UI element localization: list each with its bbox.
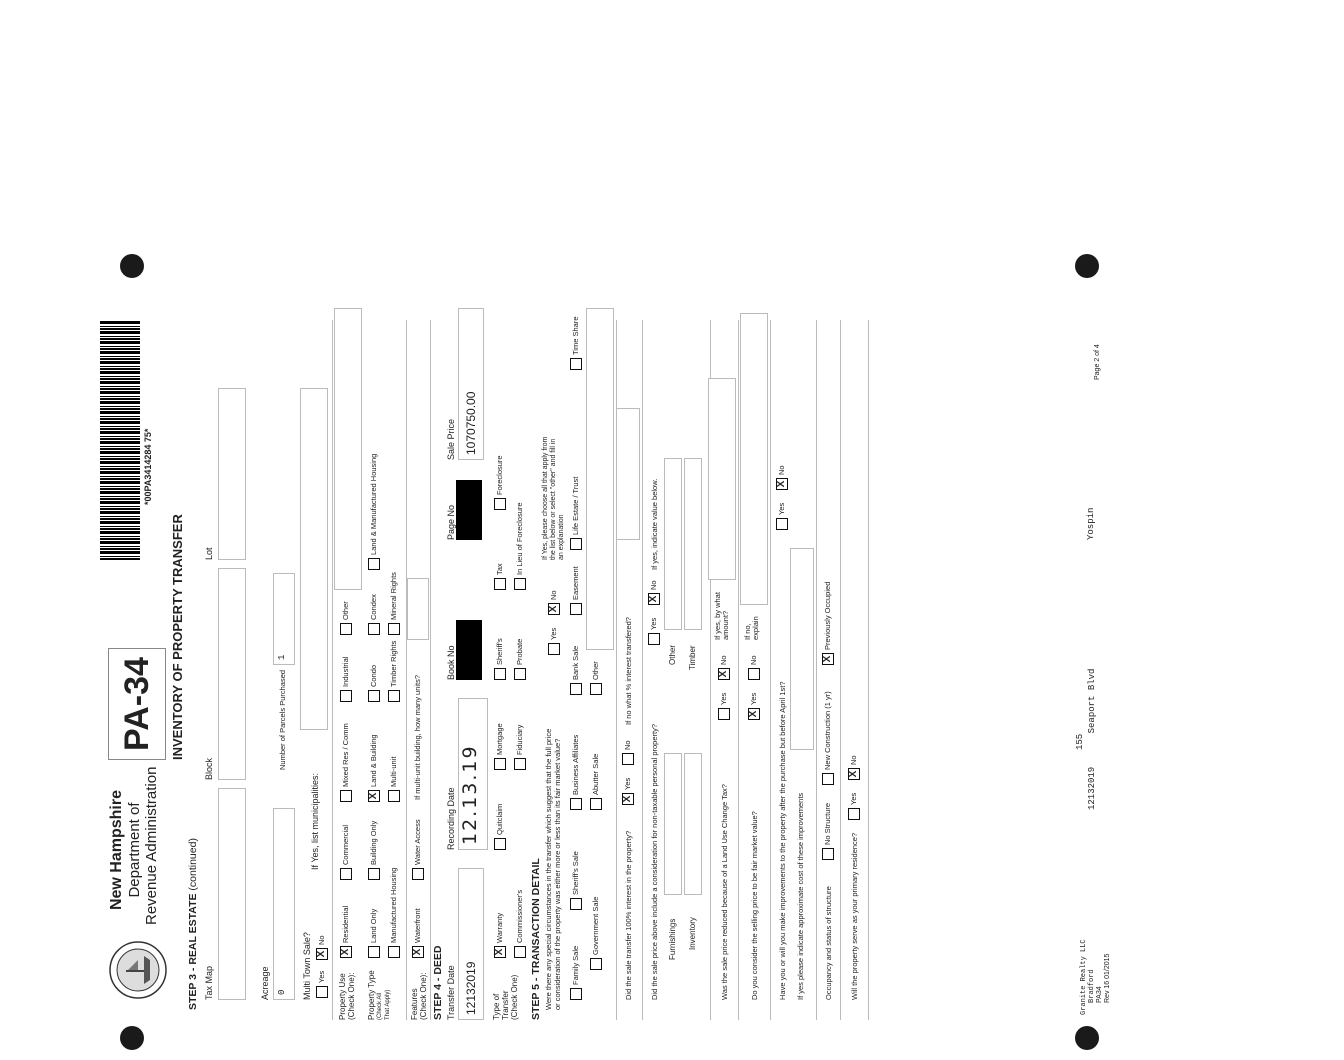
manufactured-housing-checkbox[interactable] (388, 946, 400, 958)
business-affiliates-checkbox[interactable] (570, 798, 582, 810)
inventory-field[interactable] (684, 753, 702, 895)
punch-hole-icon (120, 254, 144, 278)
department-name: New Hampshire Department of Revenue Administration (108, 766, 160, 925)
footer-name: Yospin (1086, 507, 1096, 540)
personal-property-question: Did the sale price above include a consideration for non-taxable personal property? (650, 723, 659, 1000)
timber-label: Timber (688, 645, 697, 670)
book-no-label: Book No (446, 645, 456, 680)
residential-checkbox[interactable]: X (340, 946, 352, 958)
inventory-label: Inventory (688, 917, 697, 950)
time-share-checkbox[interactable] (570, 358, 582, 370)
step4-heading: STEP 4 - DEED (432, 945, 444, 1020)
page-no-label: Page No (446, 504, 456, 540)
municipalities-field[interactable] (300, 388, 328, 730)
page-number: Page 2 of 4 (1094, 344, 1101, 380)
acreage-label: Acreage (260, 966, 270, 1000)
form-code: PA-34 (118, 657, 156, 751)
barcode (100, 320, 140, 560)
lot-field[interactable] (218, 388, 246, 560)
transfer-date-label: Transfer Date (446, 965, 456, 1020)
personal-no-checkbox[interactable]: X (648, 593, 660, 605)
timber-rights-checkbox[interactable] (388, 690, 400, 702)
fair-explain-label: If no, explain (743, 616, 760, 640)
furnishings-label: Furnishings (668, 918, 677, 960)
tax-checkbox[interactable] (494, 578, 506, 590)
multi-town-no-checkbox[interactable]: X (316, 948, 328, 960)
block-field[interactable] (218, 568, 246, 780)
industrial-checkbox[interactable] (340, 690, 352, 702)
primary-no-checkbox[interactable]: X (848, 768, 860, 780)
land-only-checkbox[interactable] (368, 946, 380, 958)
land-use-no-checkbox[interactable]: X (718, 668, 730, 680)
family-sale-checkbox[interactable] (570, 988, 582, 1000)
municipalities-label: If Yes, list municipalities: (310, 772, 320, 870)
government-sale-checkbox[interactable] (590, 958, 602, 970)
acreage-field[interactable]: 0 (273, 808, 295, 1000)
punch-hole-icon (120, 1026, 144, 1050)
multi-town-label: Multi Town Sale? (302, 932, 312, 1000)
improvements-cost-field[interactable] (790, 548, 814, 750)
footer-center: 155 12132019 Seaport Blvd (1075, 668, 1097, 810)
mortgage-checkbox[interactable] (494, 758, 506, 770)
personal-yes-checkbox[interactable] (648, 633, 660, 645)
primary-yes-checkbox[interactable] (848, 808, 860, 820)
recording-date-label: Recording Date (446, 787, 456, 850)
fair-market-question: Do you consider the selling price to be fair market value? (750, 811, 759, 1000)
barcode-text: *00PA3414284 75* (143, 428, 153, 505)
property-use-label: Property Use (Check One): (338, 972, 356, 1020)
fair-yes-checkbox[interactable]: X (748, 708, 760, 720)
fair-explain-field[interactable] (740, 313, 768, 605)
special-no-checkbox[interactable]: X (548, 603, 560, 615)
sheriffs-checkbox[interactable] (494, 668, 506, 680)
land-use-amount-field[interactable] (708, 378, 736, 580)
redaction-bar (456, 480, 482, 540)
features-label: Features (Check One): (410, 972, 428, 1020)
foreclosure-checkbox[interactable] (494, 498, 506, 510)
waterfront-checkbox[interactable]: X (412, 946, 424, 958)
fiduciary-checkbox[interactable] (514, 758, 526, 770)
land-use-question: Was the sale price reduced because of a Land Use Change Tax? (720, 784, 729, 1000)
tax-map-label: Tax Map (204, 965, 214, 1000)
primary-residence-question: Will the property serve as your primary residence? (850, 832, 859, 1000)
other-use-field[interactable] (334, 308, 362, 590)
fair-no-checkbox[interactable] (748, 668, 760, 680)
recording-date-field[interactable]: 12.13.19 (458, 698, 488, 850)
probate-checkbox[interactable] (514, 668, 526, 680)
building-only-checkbox[interactable] (368, 868, 380, 880)
land-use-yes-checkbox[interactable] (718, 708, 730, 720)
other-use-checkbox[interactable] (340, 623, 352, 635)
condo-checkbox[interactable] (368, 690, 380, 702)
improve-yes-checkbox[interactable] (776, 518, 788, 530)
parcels-label: Number of Parcels Purchased (278, 669, 287, 770)
form-code-box (108, 648, 166, 760)
land-use-amount-question: If yes, by what amount? (713, 592, 730, 640)
form-title: INVENTORY OF PROPERTY TRANSFER (170, 514, 185, 760)
water-access-checkbox[interactable] (412, 868, 424, 880)
no-structure-checkbox[interactable] (822, 848, 834, 860)
step3-heading: STEP 3 - REAL ESTATE (continued) (187, 838, 199, 1010)
mineral-rights-checkbox[interactable] (388, 623, 400, 635)
redaction-bar (456, 620, 482, 680)
transfer-date-field[interactable]: 12132019 (458, 868, 484, 1020)
punch-hole-icon (1075, 1026, 1099, 1050)
land-manufactured-checkbox[interactable] (368, 558, 380, 570)
type-of-transfer-label: Type of Transfer (Check One) (492, 974, 519, 1020)
sale-price-field[interactable]: 1070750.00 (458, 308, 484, 460)
multi-unit-checkbox[interactable] (388, 790, 400, 802)
life-estate-checkbox[interactable] (570, 538, 582, 550)
tax-map-field[interactable] (218, 788, 246, 1000)
multi-town-yes-checkbox[interactable] (316, 986, 328, 998)
property-type-label: Property Type (Check All That Apply) (367, 970, 391, 1020)
interest-percent-question: If no what % interest transfered? (624, 617, 633, 725)
occupancy-label: Occupancy and status of structure (824, 886, 833, 1000)
improve-no-checkbox[interactable]: X (776, 478, 788, 490)
parcels-field[interactable]: 1 (273, 573, 295, 665)
interest-percent-field[interactable] (616, 408, 640, 540)
improvements-cost-label: If yes please indicate approximate cost of these improvements (796, 792, 805, 1000)
previously-occupied-checkbox[interactable]: X (822, 653, 834, 665)
multi-unit-question: If multi-unit building, how many units? (413, 674, 422, 800)
mixed-res-checkbox[interactable] (340, 790, 352, 802)
other-property-field[interactable] (664, 458, 682, 630)
special-yes-checkbox[interactable] (548, 643, 560, 655)
punch-hole-icon (1075, 254, 1099, 278)
bank-sale-checkbox[interactable] (570, 683, 582, 695)
sale-price-label: Sale Price (446, 418, 456, 460)
interest-yes-checkbox[interactable]: X (622, 793, 634, 805)
form-page: New Hampshire Department of Revenue Administration PA-34 *00PA3414284 75* INVENTORY OF PROPERTY TRANSFER STEP 3 - REAL ESTATE (continued) Tax Map Block Lot Acreage 0 Number of Parcels Purchased 1 Multi Town Sale? Yes X No If Yes, list municipalities: Property Use (Check One): X Residential Commercial Mixed Res / Comm Industrial Other Property Type (Check All That Apply) Land Only Building Only X Land & Building Condo Condex Land & Manufactured Housing Manufactured Housing Multi-unit Timber Rights Mineral Rights Features (Check One): X Waterfront Water Access If multi-unit building, how many units? STEP 4 - DEED Transfer Date 12132019 Recording Date 12.13.19 Book No Page No Sale Price 1070750.00 Type of Transfer (Check One) X Warranty Quitclaim Mortgage Sheriff's Tax Foreclosure Commissioner's Fiduciary Probate In Lieu of Foreclosure STEP 5 - TRANSACTION DETAIL Were there any special circumstances in the transfer which suggest that the full price or consideration of the property was either more or less than its fair market value? Yes X No If Yes, please choose all that apply from the list below or select "other" and fill in an explanation Family Sale Sheriff's Sale Business Affiliates Bank Sale Easement Life Estate / Trust Time Share Government Sale Abutter Sale Other Did the sale transfer 100% interest in the property? X Yes No If no what % interest transfered? Did the sale price above include a consideration for non-taxable personal property? Yes X No If yes, indicate value below. Furnishings Inventory Other Timber Was the sale price reduced because of a Land Use Change Tax? Yes X No If yes, by what amount? Do you consider the selling price to be fair market value? X Yes No If no, explain Have you or will you make improvements to the property after the purchase but before April 1st? Yes X No If yes please indicate approximate cost of these improvements Occupancy and status of structure No Structure New Construction (1 yr) X Previously Occupied Will the property serve as your primary residence? Yes X No Granite Realty LLC Bradford PA34 Rev 16 01/2015 155 12132019 Seaport Blvd Yospin Page 2 of 4 (70, 244, 1130, 1060)
improvements-question: Have you or will you make improvements to the property after the purchase but before April 1st? (778, 681, 787, 1000)
block-label: Block (204, 757, 214, 780)
furnishings-field[interactable] (664, 753, 682, 895)
personal-value-instruction: If yes, indicate value below. (650, 478, 659, 570)
abutter-sale-checkbox[interactable] (590, 798, 602, 810)
condex-checkbox[interactable] (368, 623, 380, 635)
special-yes-instruction: If Yes, please choose all that apply from the list below or select "other" and fill in an explanation (542, 436, 565, 560)
lieu-of-foreclosure-checkbox[interactable] (514, 578, 526, 590)
warranty-checkbox[interactable]: X (494, 946, 506, 958)
sheriffs-sale-checkbox[interactable] (570, 898, 582, 910)
multi-unit-count-field[interactable] (407, 578, 429, 640)
other-circumstance-checkbox[interactable] (590, 683, 602, 695)
footer-left: Granite Realty LLC Bradford PA34 Rev 16 01/2015 (1080, 939, 1111, 1015)
full-interest-question: Did the sale transfer 100% interest in the property? (624, 830, 633, 1000)
quitclaim-checkbox[interactable] (494, 838, 506, 850)
state-seal-icon (108, 940, 168, 1000)
other-circumstance-field[interactable] (586, 308, 614, 650)
commissioners-checkbox[interactable] (514, 946, 526, 958)
interest-no-checkbox[interactable] (622, 753, 634, 765)
special-circumstances-question: Were there any special circumstances in the transfer which suggest that the full price or consideration of the property was either more or less than its fair market value? (544, 728, 562, 1010)
commercial-checkbox[interactable] (340, 868, 352, 880)
timber-field[interactable] (684, 458, 702, 630)
new-construction-checkbox[interactable] (822, 773, 834, 785)
lot-label: Lot (204, 547, 214, 560)
easement-checkbox[interactable] (570, 603, 582, 615)
other-property-label: Other (668, 644, 677, 665)
step5-heading: STEP 5 - TRANSACTION DETAIL (530, 858, 542, 1020)
land-building-checkbox[interactable]: X (368, 790, 380, 802)
